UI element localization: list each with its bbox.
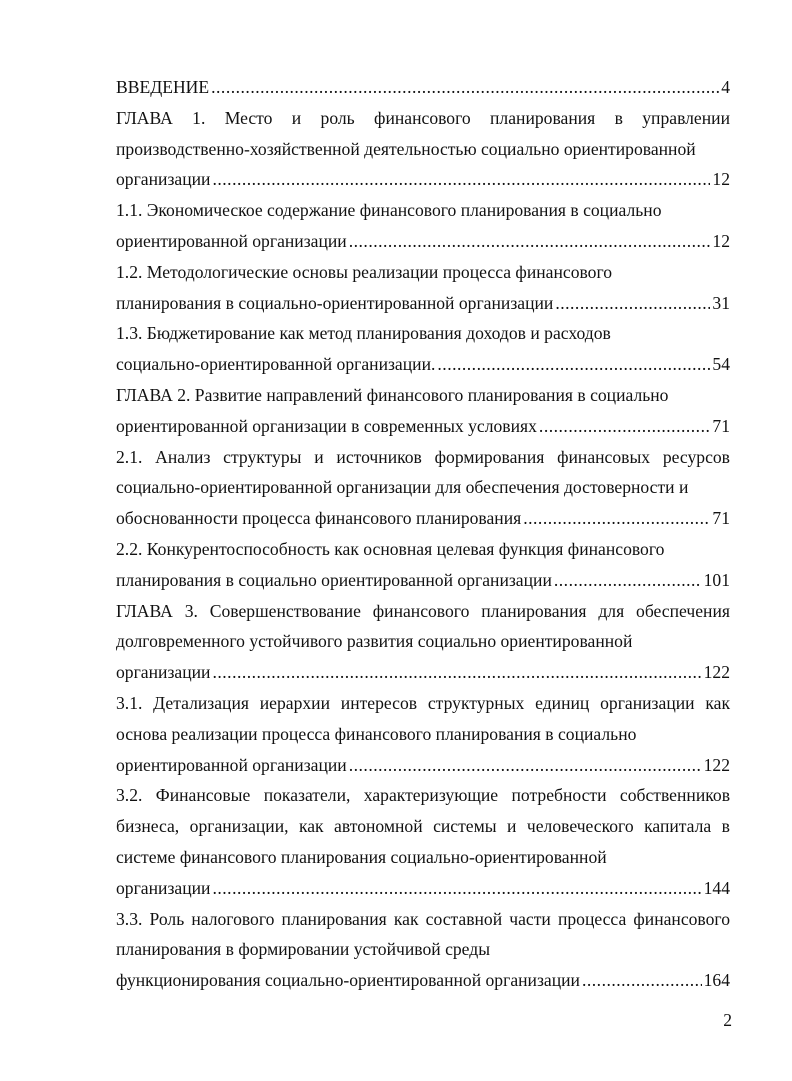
toc-entry-chapter-2 bbox=[116, 380, 730, 442]
toc-entry-title: организации bbox=[116, 662, 211, 683]
toc-entry-title: организации bbox=[116, 169, 211, 190]
dot-leader bbox=[211, 72, 719, 103]
toc-entry-line bbox=[116, 750, 730, 781]
toc-entry-section-2-1 bbox=[116, 442, 730, 534]
table-of-contents bbox=[116, 72, 730, 996]
toc-page-number: 144 bbox=[703, 877, 730, 898]
toc-entry-text: 2.1. Анализ структуры и источников формирования финансовых ресурсов социально-ориентированной организации для обеспечения достоверности и bbox=[116, 446, 730, 498]
dot-leader bbox=[212, 657, 701, 688]
toc-entry-title: функционирования социально-ориентированной организации bbox=[116, 970, 580, 991]
toc-page-number: 12 bbox=[712, 230, 730, 251]
toc-entry-line bbox=[116, 411, 730, 442]
dot-leader bbox=[349, 226, 711, 257]
dot-leader bbox=[582, 965, 702, 996]
toc-page-number: 101 bbox=[703, 569, 730, 590]
toc-entry-section-2-2 bbox=[116, 534, 730, 596]
toc-entry-text: ГЛАВА 2. Развитие направлений финансового планирования в социально bbox=[116, 384, 669, 405]
toc-entry-section-1-1 bbox=[116, 195, 730, 257]
toc-entry-section-3-3 bbox=[116, 904, 730, 996]
toc-entry-text: 2.2. Конкурентоспособность как основная целевая функция финансового bbox=[116, 538, 665, 559]
dot-leader bbox=[437, 349, 710, 380]
toc-entry-title: социально-ориентированной организации. bbox=[116, 354, 436, 375]
toc-entry-title: обоснованности процесса финансового планирования bbox=[116, 508, 522, 529]
dot-leader bbox=[212, 164, 710, 195]
toc-entry-title: ориентированной организации в современных условиях bbox=[116, 415, 537, 436]
dot-leader bbox=[539, 411, 710, 442]
toc-entry-line bbox=[116, 349, 730, 380]
toc-entry-section-1-2 bbox=[116, 257, 730, 319]
toc-page-number: 122 bbox=[703, 754, 730, 775]
toc-entry-title: ВВЕДЕНИЕ bbox=[116, 77, 210, 97]
toc-entry-section-1-3 bbox=[116, 318, 730, 380]
toc-entry-text: 1.3. Бюджетирование как метод планирования доходов и расходов bbox=[116, 323, 611, 344]
dot-leader bbox=[349, 750, 702, 781]
toc-page-number: 54 bbox=[712, 354, 730, 375]
toc-entry-introduction bbox=[116, 72, 730, 103]
dot-leader bbox=[523, 503, 710, 534]
toc-page-number: 122 bbox=[703, 662, 730, 683]
toc-entry-chapter-3 bbox=[116, 596, 730, 688]
toc-entry-line bbox=[116, 503, 730, 534]
toc-entry-text: ГЛАВА 1. Место и роль финансового планирования в управлении производственно-хозяйственной деятельностью социально ориентированной bbox=[116, 107, 730, 159]
toc-entry-line bbox=[116, 965, 730, 996]
toc-entry-text: 3.1. Детализация иерархии интересов структурных единиц организации как основа реализации процесса финансового планирования в социально bbox=[116, 692, 730, 744]
toc-page-number: 31 bbox=[712, 292, 730, 313]
toc-entry-line bbox=[116, 72, 730, 103]
toc-page-number: 164 bbox=[703, 970, 730, 991]
toc-entry-line bbox=[116, 873, 730, 904]
toc-entry-chapter-1 bbox=[116, 103, 730, 195]
toc-entry-text: 3.3. Роль налогового планирования как составной части процесса финансового планирования в формировании устойчивой среды bbox=[116, 908, 730, 960]
toc-entry-line bbox=[116, 565, 730, 596]
dot-leader bbox=[212, 873, 701, 904]
toc-entry-line bbox=[116, 657, 730, 688]
toc-entry-section-3-2 bbox=[116, 780, 730, 903]
toc-entry-section-3-1 bbox=[116, 688, 730, 780]
toc-entry-title: ориентированной организации bbox=[116, 230, 347, 251]
toc-entry-text: 1.2. Методологические основы реализации процесса финансового bbox=[116, 261, 613, 282]
toc-page-number: 4 bbox=[721, 77, 730, 97]
toc-entry-text: 3.2. Финансовые показатели, характеризующие потребности собственников бизнеса, организации, как автономной системы и человеческого капитала в системе финансового планирования социально-ориентированной bbox=[116, 785, 730, 867]
toc-page-number: 12 bbox=[712, 169, 730, 190]
toc-entry-text: ГЛАВА 3. Совершенствование финансового планирования для обеспечения долговременного устойчивого развития социально ориентированной bbox=[116, 600, 730, 652]
toc-entry-line bbox=[116, 288, 730, 319]
dot-leader bbox=[555, 288, 710, 319]
toc-entry-title: ориентированной организации bbox=[116, 754, 347, 775]
toc-entry-title: организации bbox=[116, 877, 211, 898]
dot-leader bbox=[554, 565, 702, 596]
toc-entry-title: планирования в социально-ориентированной организации bbox=[116, 292, 554, 313]
toc-entry-text: 1.1. Экономическое содержание финансового планирования в социально bbox=[116, 200, 662, 221]
page-number: 2 bbox=[723, 1010, 732, 1030]
toc-page-number: 71 bbox=[712, 415, 730, 436]
toc-entry-line bbox=[116, 164, 730, 195]
toc-page-number: 71 bbox=[712, 508, 730, 529]
toc-entry-title: планирования в социально ориентированной организации bbox=[116, 569, 552, 590]
toc-entry-line bbox=[116, 226, 730, 257]
